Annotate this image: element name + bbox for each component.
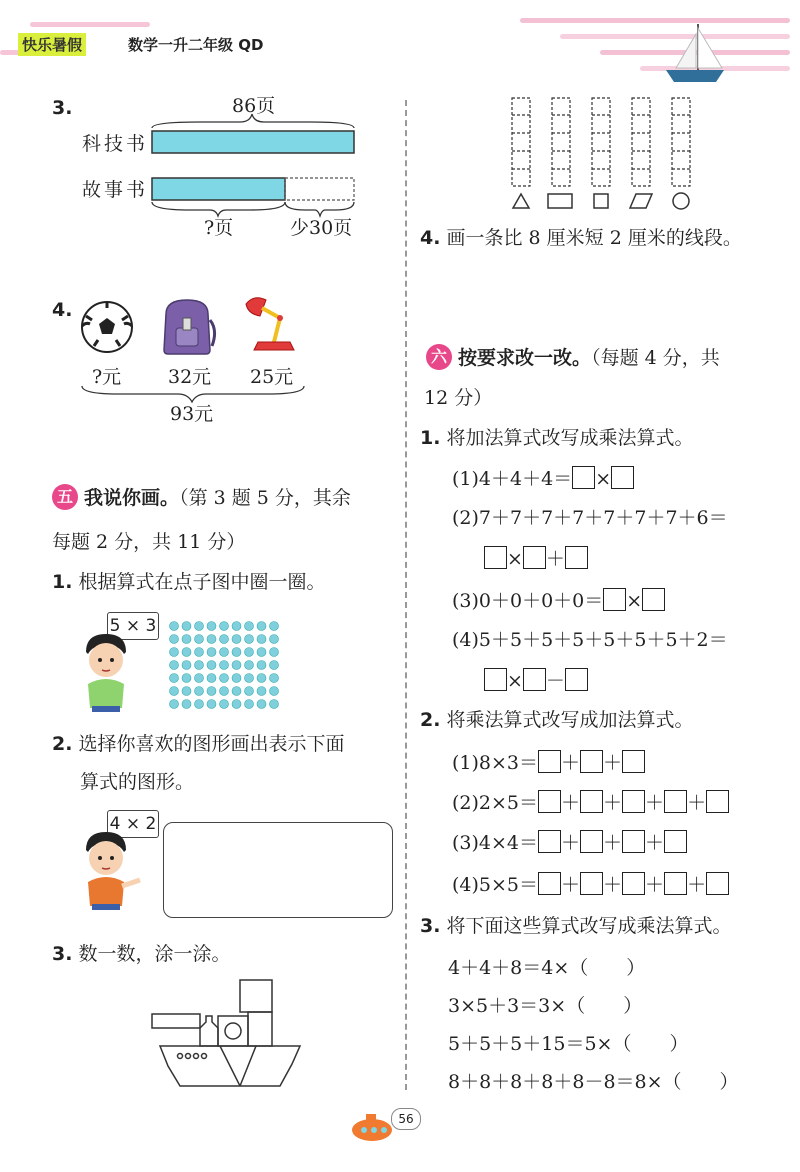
desk-lamp-icon xyxy=(240,294,300,356)
bar-less-label: 少30页 xyxy=(290,217,353,239)
drawing-area[interactable] xyxy=(163,822,393,918)
operator: ＋ xyxy=(561,832,581,854)
answer-box[interactable] xyxy=(664,872,687,895)
expression: (2)2×5＝ xyxy=(452,792,539,814)
operator: ＋ xyxy=(687,792,707,814)
answer-box[interactable] xyxy=(538,872,561,895)
question-text-cont: 算式的图形。 xyxy=(80,771,195,793)
answer-box[interactable] xyxy=(523,668,546,691)
operator: － xyxy=(545,670,565,692)
price-label: 25元 xyxy=(250,366,294,388)
expression: (1)4＋4＋4＝ xyxy=(452,468,573,490)
answer-box[interactable] xyxy=(622,872,645,895)
price-label: 32元 xyxy=(168,366,212,388)
backpack-icon xyxy=(156,296,218,356)
section-title: 我说你画。 xyxy=(84,487,180,509)
answer-box[interactable] xyxy=(565,668,588,691)
operator: × xyxy=(507,548,523,570)
answer-box[interactable] xyxy=(580,830,603,853)
expression: (1)8×3＝ xyxy=(452,752,539,774)
question-text: 数一数，涂一涂。 xyxy=(78,943,231,965)
answer-box[interactable] xyxy=(622,830,645,853)
section-badge: 六 xyxy=(426,344,452,370)
exercise-line: 4＋4＋8＝4×（ ） xyxy=(448,957,646,979)
operator: ＋ xyxy=(645,792,665,814)
answer-box[interactable] xyxy=(706,790,729,813)
question-five-one xyxy=(52,570,326,594)
answer-box[interactable] xyxy=(664,790,687,813)
question-number: 1. xyxy=(420,427,441,449)
section-score-note-cont: 12 分） xyxy=(424,387,493,409)
speech-bubble: 5 × 3 xyxy=(107,612,159,640)
bar-row-label: 故事书 xyxy=(82,179,149,201)
expression: (4)5×5＝ xyxy=(452,874,539,896)
question-five-two xyxy=(52,732,345,756)
operator: ＋ xyxy=(561,752,581,774)
answer-box[interactable] xyxy=(565,546,588,569)
answer-box[interactable] xyxy=(706,872,729,895)
section-score-note-cont: 每题 2 分，共 11 分） xyxy=(52,531,246,553)
answer-box[interactable] xyxy=(538,790,561,813)
expression: (3)0＋0＋0＋0＝ xyxy=(452,590,604,612)
exercise-line xyxy=(452,588,665,613)
question-number: 3. xyxy=(52,943,73,965)
section-six-heading xyxy=(426,344,720,370)
exercise-line xyxy=(452,506,728,530)
header-stripe xyxy=(30,22,150,27)
question-number: 3. xyxy=(420,915,441,937)
speech-bubble: 4 × 2 xyxy=(107,810,159,838)
question-number: 3. xyxy=(52,97,73,119)
answer-box[interactable] xyxy=(603,588,626,611)
question-right-four xyxy=(420,226,742,250)
question-text: 根据算式在点子图中圈一圈。 xyxy=(78,571,326,593)
answer-box[interactable] xyxy=(664,830,687,853)
exercise-line xyxy=(484,668,588,693)
answer-box[interactable] xyxy=(484,546,507,569)
answer-box[interactable] xyxy=(484,668,507,691)
bar-model-diagram xyxy=(140,110,370,230)
exercise-line xyxy=(452,628,728,652)
exercise-line xyxy=(452,830,687,855)
answer-box[interactable] xyxy=(572,466,595,489)
question-five-three xyxy=(52,942,231,966)
answer-box[interactable] xyxy=(580,872,603,895)
operator: ＋ xyxy=(561,792,581,814)
header xyxy=(0,0,800,90)
header-stripe xyxy=(520,18,790,23)
question-six-one xyxy=(420,426,694,450)
exercise-line xyxy=(452,872,729,897)
question-number: 1. xyxy=(52,571,73,593)
operator: × xyxy=(595,468,612,490)
shape-boat-figure[interactable] xyxy=(150,976,310,1090)
operator: ＋ xyxy=(645,832,665,854)
answer-box[interactable] xyxy=(580,750,603,773)
exercise-line xyxy=(452,466,634,491)
section-score-note: （第 3 题 5 分，其余 xyxy=(179,487,351,509)
bar-total-label: 86页 xyxy=(232,95,276,117)
question-text: 将下面这些算式改写成乘法算式。 xyxy=(446,915,732,937)
expression: (3)4×4＝ xyxy=(452,832,539,854)
page-number: 56 xyxy=(391,1108,421,1130)
bar-unknown-label: ?页 xyxy=(204,217,234,239)
answer-box[interactable] xyxy=(580,790,603,813)
expression: (4)5＋5＋5＋5＋5＋5＋5＋2＝ xyxy=(452,629,728,651)
section-five-heading xyxy=(52,484,351,510)
operator: ＋ xyxy=(603,752,623,774)
expression: (2)7＋7＋7＋7＋7＋7＋7＋6＝ xyxy=(452,507,728,529)
answer-box[interactable] xyxy=(538,830,561,853)
question-number: 4. xyxy=(52,299,73,321)
total-price-label: 93元 xyxy=(170,403,214,425)
shape-columns-figure[interactable] xyxy=(508,94,698,212)
exercise-line xyxy=(484,546,588,571)
exercise-line: 3×5＋3＝3×（ ） xyxy=(448,995,643,1017)
question-text: 将乘法算式改写成加法算式。 xyxy=(446,709,694,731)
column-divider xyxy=(405,100,407,1090)
answer-box[interactable] xyxy=(642,588,665,611)
operator: ＋ xyxy=(603,832,623,854)
boy-avatar-icon xyxy=(76,628,136,712)
question-text: 将加法算式改写成乘法算式。 xyxy=(446,427,694,449)
boy-avatar-icon xyxy=(76,826,146,910)
sailboat-icon xyxy=(660,20,730,86)
answer-box[interactable] xyxy=(622,750,645,773)
bar-row-label: 科技书 xyxy=(82,133,149,155)
exercise-line: 8＋8＋8＋8＋8－8＝8×（ ） xyxy=(448,1071,739,1093)
answer-box[interactable] xyxy=(523,546,546,569)
operator: ＋ xyxy=(603,874,623,896)
exercise-line xyxy=(452,750,645,775)
exercise-line xyxy=(452,790,729,815)
answer-box[interactable] xyxy=(538,750,561,773)
answer-box[interactable] xyxy=(611,466,634,489)
price-label: ?元 xyxy=(92,366,122,388)
exercise-line: 5＋5＋5＋15＝5×（ ） xyxy=(448,1033,689,1055)
dot-array xyxy=(168,620,280,710)
brand-label: 快乐暑假 xyxy=(18,33,86,56)
question-text: 选择你喜欢的图形画出表示下面 xyxy=(78,733,345,755)
operator: × xyxy=(626,590,643,612)
question-six-three xyxy=(420,914,732,938)
header-subtitle: 数学一升二年级 QD xyxy=(128,36,264,54)
question-text: 画一条比 8 厘米短 2 厘米的线段。 xyxy=(446,227,742,249)
section-score-note: （每题 4 分，共 xyxy=(591,347,720,369)
question-six-two xyxy=(420,708,694,732)
section-title: 按要求改一改。 xyxy=(458,347,592,369)
question-number: 2. xyxy=(52,733,73,755)
operator: ＋ xyxy=(687,874,707,896)
operator: ＋ xyxy=(561,874,581,896)
operator: ＋ xyxy=(645,874,665,896)
section-badge: 五 xyxy=(52,484,78,510)
question-number: 2. xyxy=(420,709,441,731)
operator: ＋ xyxy=(545,548,565,570)
operator: × xyxy=(507,670,523,692)
soccer-ball-icon xyxy=(80,300,134,354)
answer-box[interactable] xyxy=(622,790,645,813)
operator: ＋ xyxy=(603,792,623,814)
question-number: 4. xyxy=(420,227,441,249)
